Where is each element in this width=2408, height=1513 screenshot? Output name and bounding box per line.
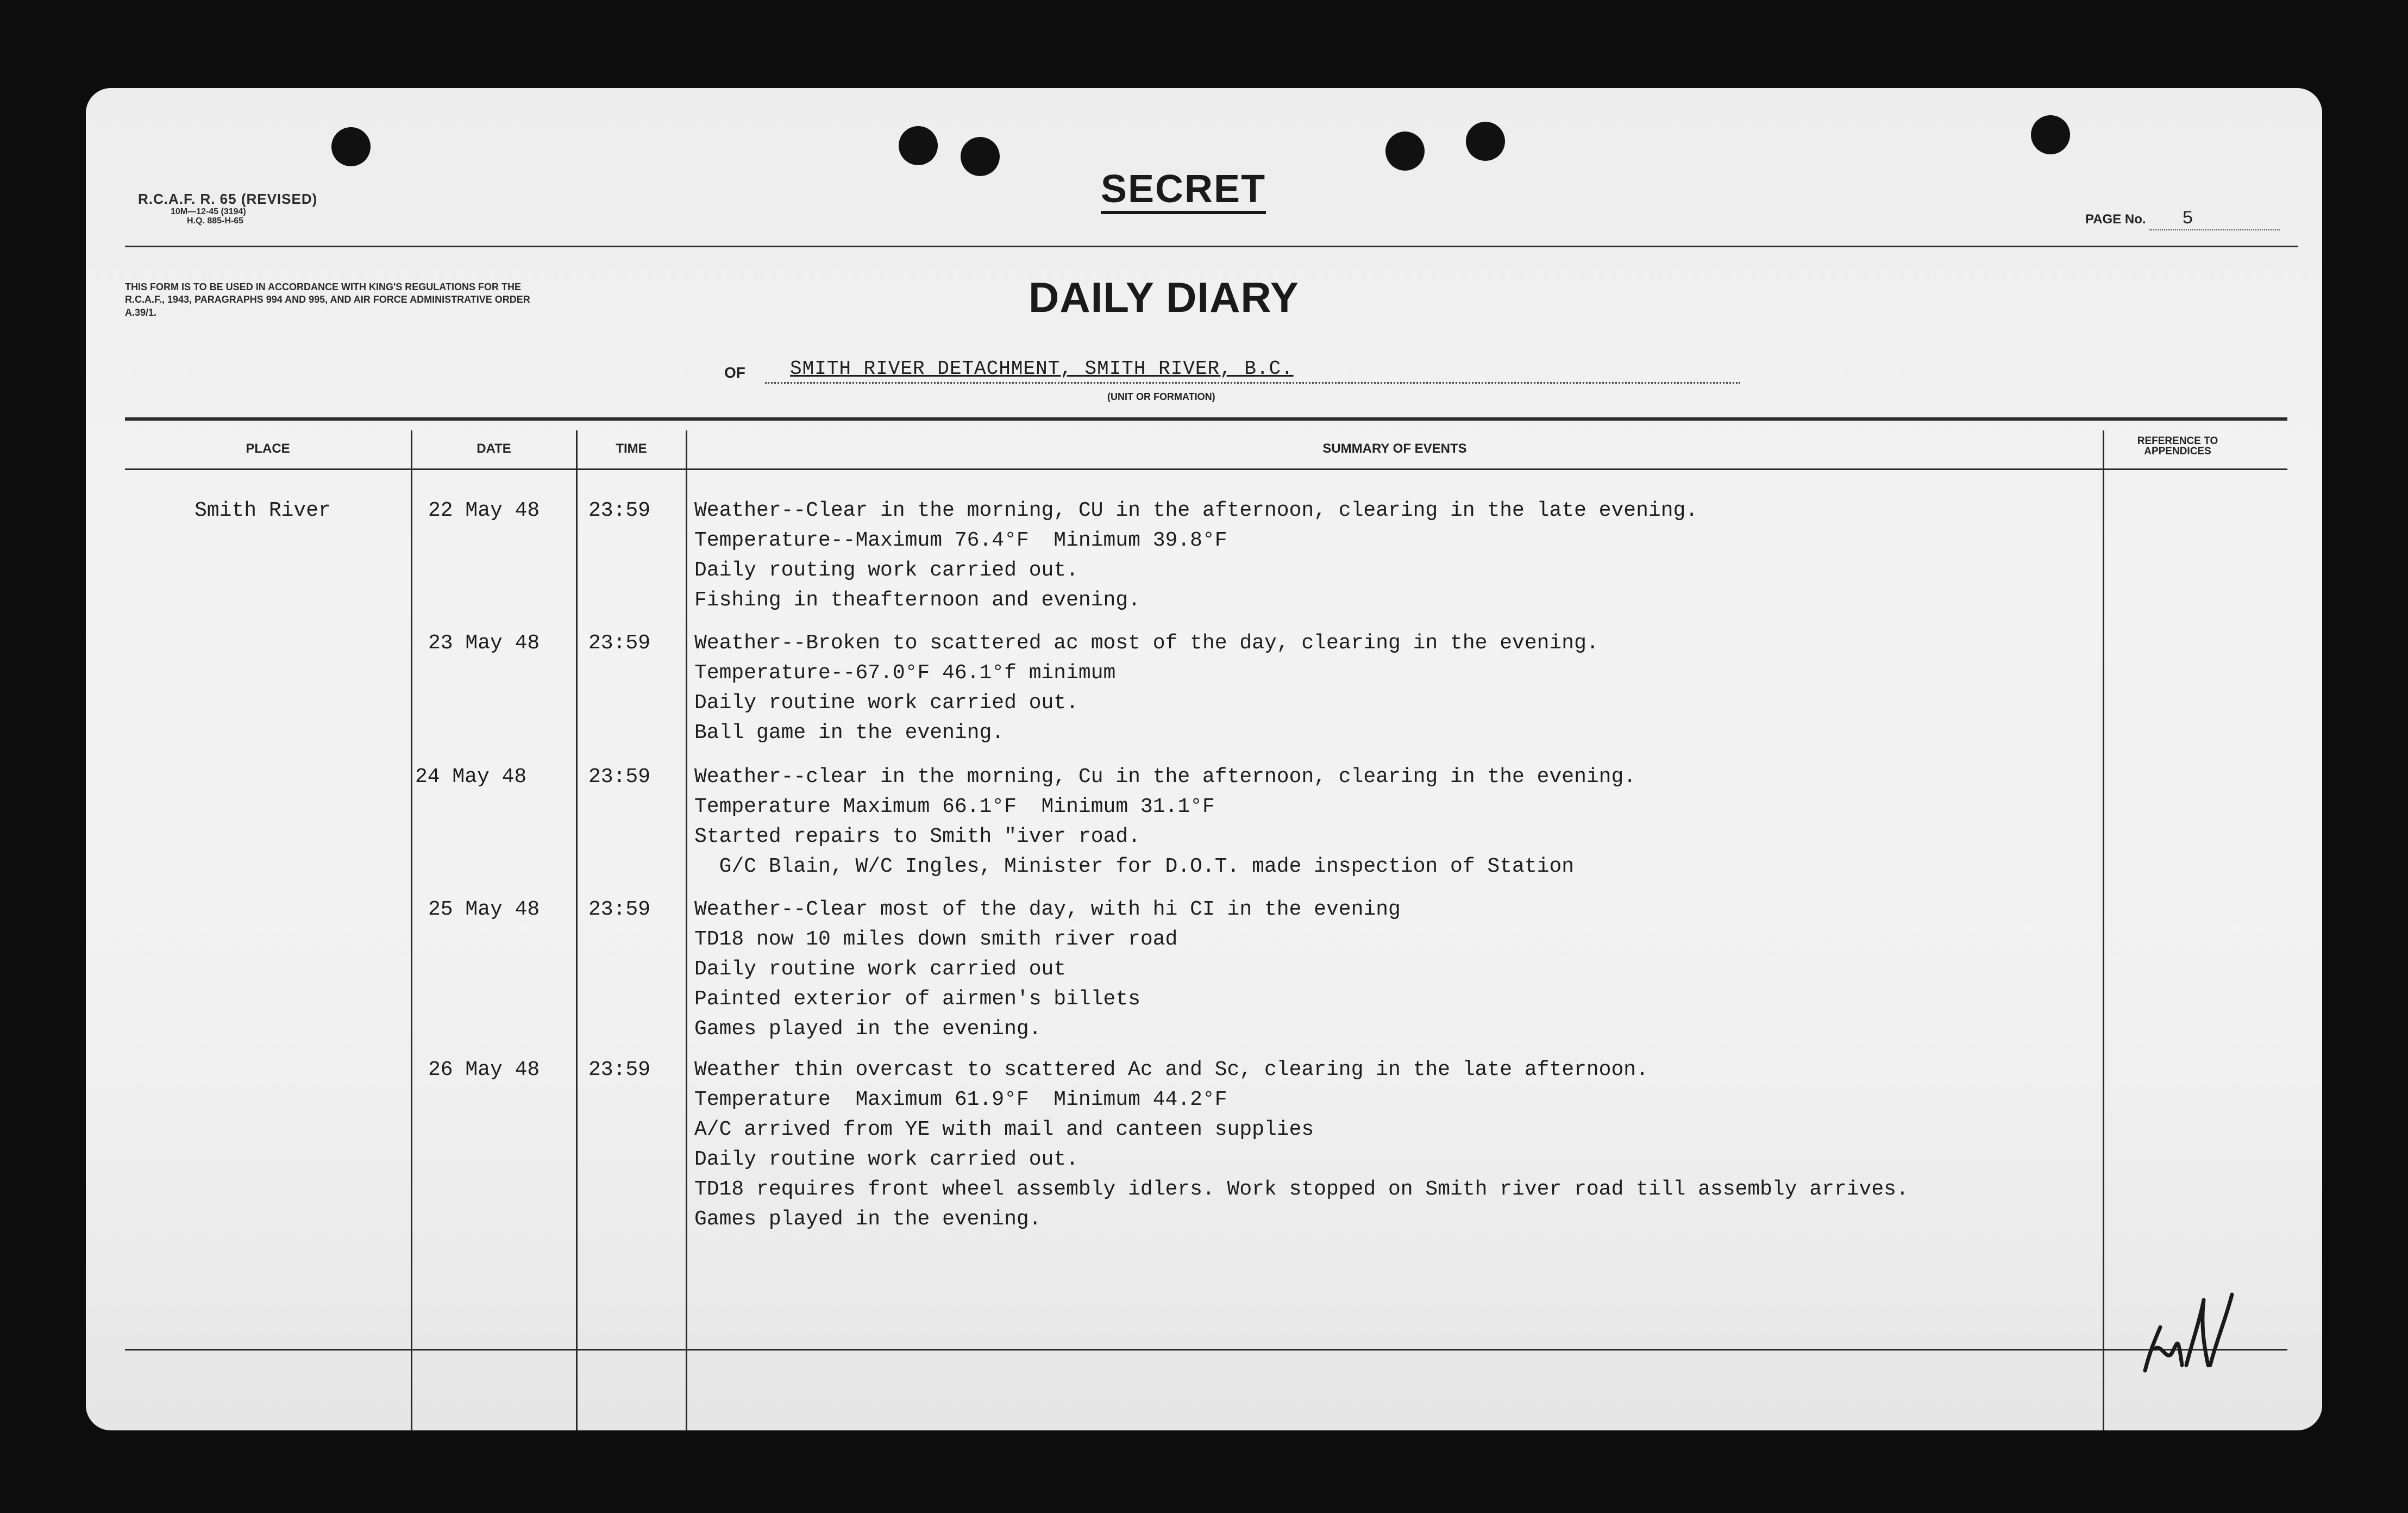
page-number-label: PAGE No.	[2085, 212, 2146, 227]
column-header-reference: REFERENCE TO APPENDICES	[2137, 435, 2218, 457]
entry-time: 23:59	[588, 898, 651, 921]
handwritten-initials	[2140, 1289, 2259, 1381]
form-hq-code: H.Q. 885-H-65	[187, 216, 244, 226]
punch-hole	[1385, 132, 1425, 171]
of-label: OF	[724, 364, 745, 381]
column-header-time: TIME	[616, 441, 647, 456]
column-divider	[2103, 430, 2104, 1430]
form-number: R.C.A.F. R. 65 (REVISED)	[138, 191, 318, 207]
page-title: DAILY DIARY	[1029, 273, 1299, 321]
entry-summary: Weather--Broken to scattered ac most of the day, clearing in the evening. Temperature--67.0°F 46.1°f minimum Daily routine work carried out. Ball game in the evening.	[694, 632, 1599, 745]
entry-date: 23 May 48	[428, 632, 540, 655]
table-header-rule	[125, 468, 2287, 470]
entry-time: 23:59	[588, 1058, 651, 1081]
entry-date: 26 May 48	[428, 1058, 540, 1081]
unit-caption: (UNIT OR FORMATION)	[1107, 391, 1215, 402]
place-value: Smith River	[195, 499, 331, 522]
punch-hole	[961, 137, 1000, 176]
entry-time: 23:59	[588, 765, 651, 789]
table-bottom-rule	[125, 1349, 2287, 1351]
entry-summary: Weather--clear in the morning, Cu in the afternoon, clearing in the evening. Temperature Maximum 66.1°F Minimum 31.1°F Started repairs to Smith "iver road. G/C Blain, W/C Ingles, Minister for D.O.T. made inspection of Station	[694, 765, 1636, 878]
entry-date: 25 May 48	[428, 898, 540, 921]
form-print-code: 10M—12-45 (3194)	[171, 207, 246, 216]
table-top-rule	[125, 417, 2287, 421]
column-divider	[686, 430, 687, 1430]
punch-hole	[2031, 115, 2070, 154]
column-header-summary: SUMMARY OF EVENTS	[1322, 441, 1467, 456]
classification-stamp: SECRET	[1101, 170, 1266, 214]
entry-summary: Weather--Clear in the morning, CU in the afternoon, clearing in the late evening. Temperature--Maximum 76.4°F Minimum 39.8°F Daily routing work carried out. Fishing in theafternoon and evening.	[694, 499, 1698, 612]
header-rule	[125, 246, 2298, 247]
punch-hole	[331, 127, 371, 166]
entry-summary: Weather--Clear most of the day, with hi CI in the evening TD18 now 10 miles down smith river road Daily routine work carried out Painted exterior of airmen's billets Games played in the evening.	[694, 898, 1401, 1041]
punch-hole	[1466, 122, 1505, 161]
column-divider	[576, 430, 578, 1430]
unit-name: SMITH RIVER DETACHMENT, SMITH RIVER, B.C.	[790, 358, 1294, 380]
regulations-note: THIS FORM IS TO BE USED IN ACCORDANCE WITH KING'S REGULATIONS FOR THE R.C.A.F., 1943, PARAGRAPHS 994 AND 995, AND AIR FORCE ADMINISTRATIVE ORDER A.39/1.	[125, 282, 530, 318]
entry-date: 22 May 48	[428, 499, 540, 522]
column-header-place: PLACE	[246, 441, 290, 456]
form-identifier	[138, 191, 317, 226]
entry-date: 24 May 48	[415, 765, 527, 789]
column-divider	[411, 430, 412, 1430]
page-number-field	[2085, 209, 2280, 230]
diary-form-card	[86, 88, 2322, 1430]
column-header-date: DATE	[476, 441, 511, 456]
entry-summary: Weather thin overcast to scattered Ac and Sc, clearing in the late afternoon. Temperature Maximum 61.9°F Minimum 44.2°F A/C arrived from YE with mail and canteen supplies Daily routine work carried out. TD18 requires front wheel assembly idlers. Work stopped on Smith river road till assembly arrives. Games played in the evening.	[694, 1058, 1909, 1231]
page-number-value: 5	[2149, 209, 2280, 230]
entry-time: 23:59	[588, 632, 651, 655]
entry-time: 23:59	[588, 499, 651, 522]
punch-hole	[899, 126, 938, 165]
